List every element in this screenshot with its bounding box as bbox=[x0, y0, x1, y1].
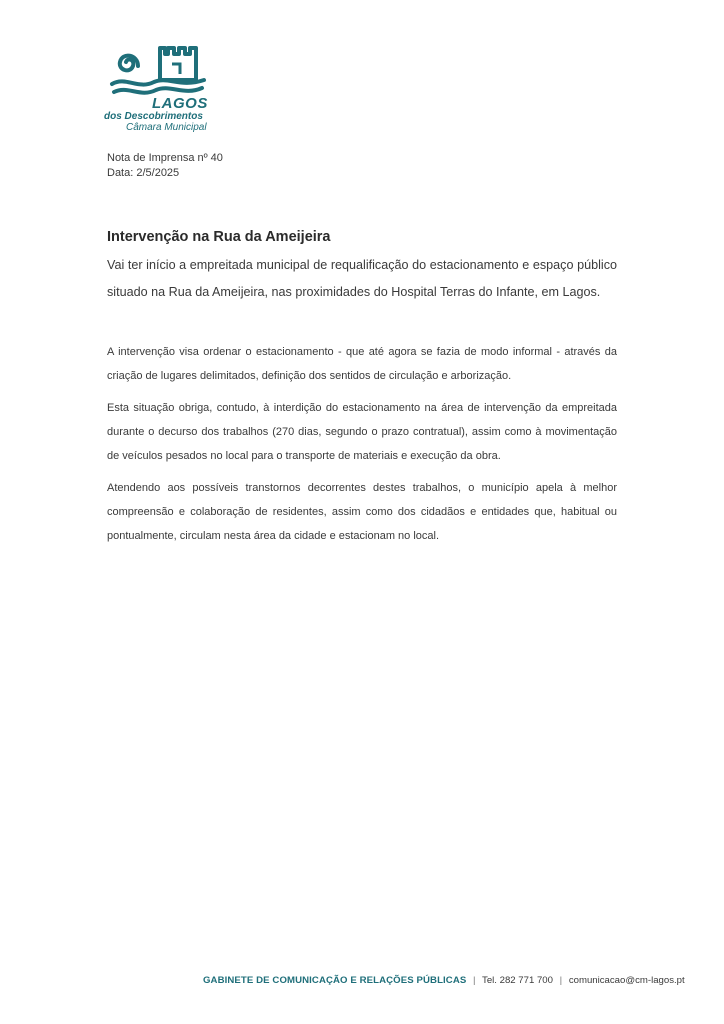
press-note-meta bbox=[107, 151, 223, 181]
body-paragraph: Atendendo aos possíveis transtornos decorrentes destes trabalhos, o município apela à melhor compreensão e colaboração de residentes, assim como dos cidadãos e entidades que, habitual ou pontualmente, circulam nesta área da cidade e estacionam no local. bbox=[107, 482, 617, 542]
footer-separator: | bbox=[559, 975, 563, 986]
footer-phone: Tel. 282 771 700 bbox=[482, 975, 553, 986]
footer-email: comunicacao@cm-lagos.pt bbox=[568, 975, 685, 986]
lead-paragraph: Vai ter início a empreitada municipal de requalificação do estacionamento e espaço público situado na Rua da Ameijeira, nas proximidades do Hospital Terras do Infante, em Lagos. bbox=[107, 258, 617, 299]
press-note-date: Data: 2/5/2025 bbox=[107, 167, 180, 179]
logo-subtitle: dos Descobrimentos bbox=[104, 111, 203, 122]
logo-institution: Câmara Municipal bbox=[126, 122, 207, 133]
page-footer bbox=[203, 975, 685, 986]
lagos-castle-wave-icon bbox=[108, 40, 208, 102]
lagos-logo bbox=[104, 40, 220, 140]
body-paragraph: A intervenção visa ordenar o estacionamento - que até agora se fazia de modo informal - através da criação de lugares delimitados, definição dos sentidos de circulação e arborização. bbox=[107, 346, 617, 382]
press-note-number: Nota de Imprensa nº 40 bbox=[107, 152, 223, 164]
footer-department: GABINETE DE COMUNICAÇÃO E RELAÇÕES PÚBLICAS bbox=[203, 975, 467, 986]
logo-name: LAGOS bbox=[152, 95, 208, 112]
document-title: Intervenção na Rua da Ameijeira bbox=[107, 229, 331, 245]
footer-separator: | bbox=[473, 975, 476, 986]
body-paragraph: Esta situação obriga, contudo, à interdição do estacionamento na área de intervenção da empreitada durante o decurso dos trabalhos (270 dias, segundo o prazo contratual), assim como à movimentação de veículos pesados no local para o transporte de materiais e execução da obra. bbox=[107, 402, 617, 462]
